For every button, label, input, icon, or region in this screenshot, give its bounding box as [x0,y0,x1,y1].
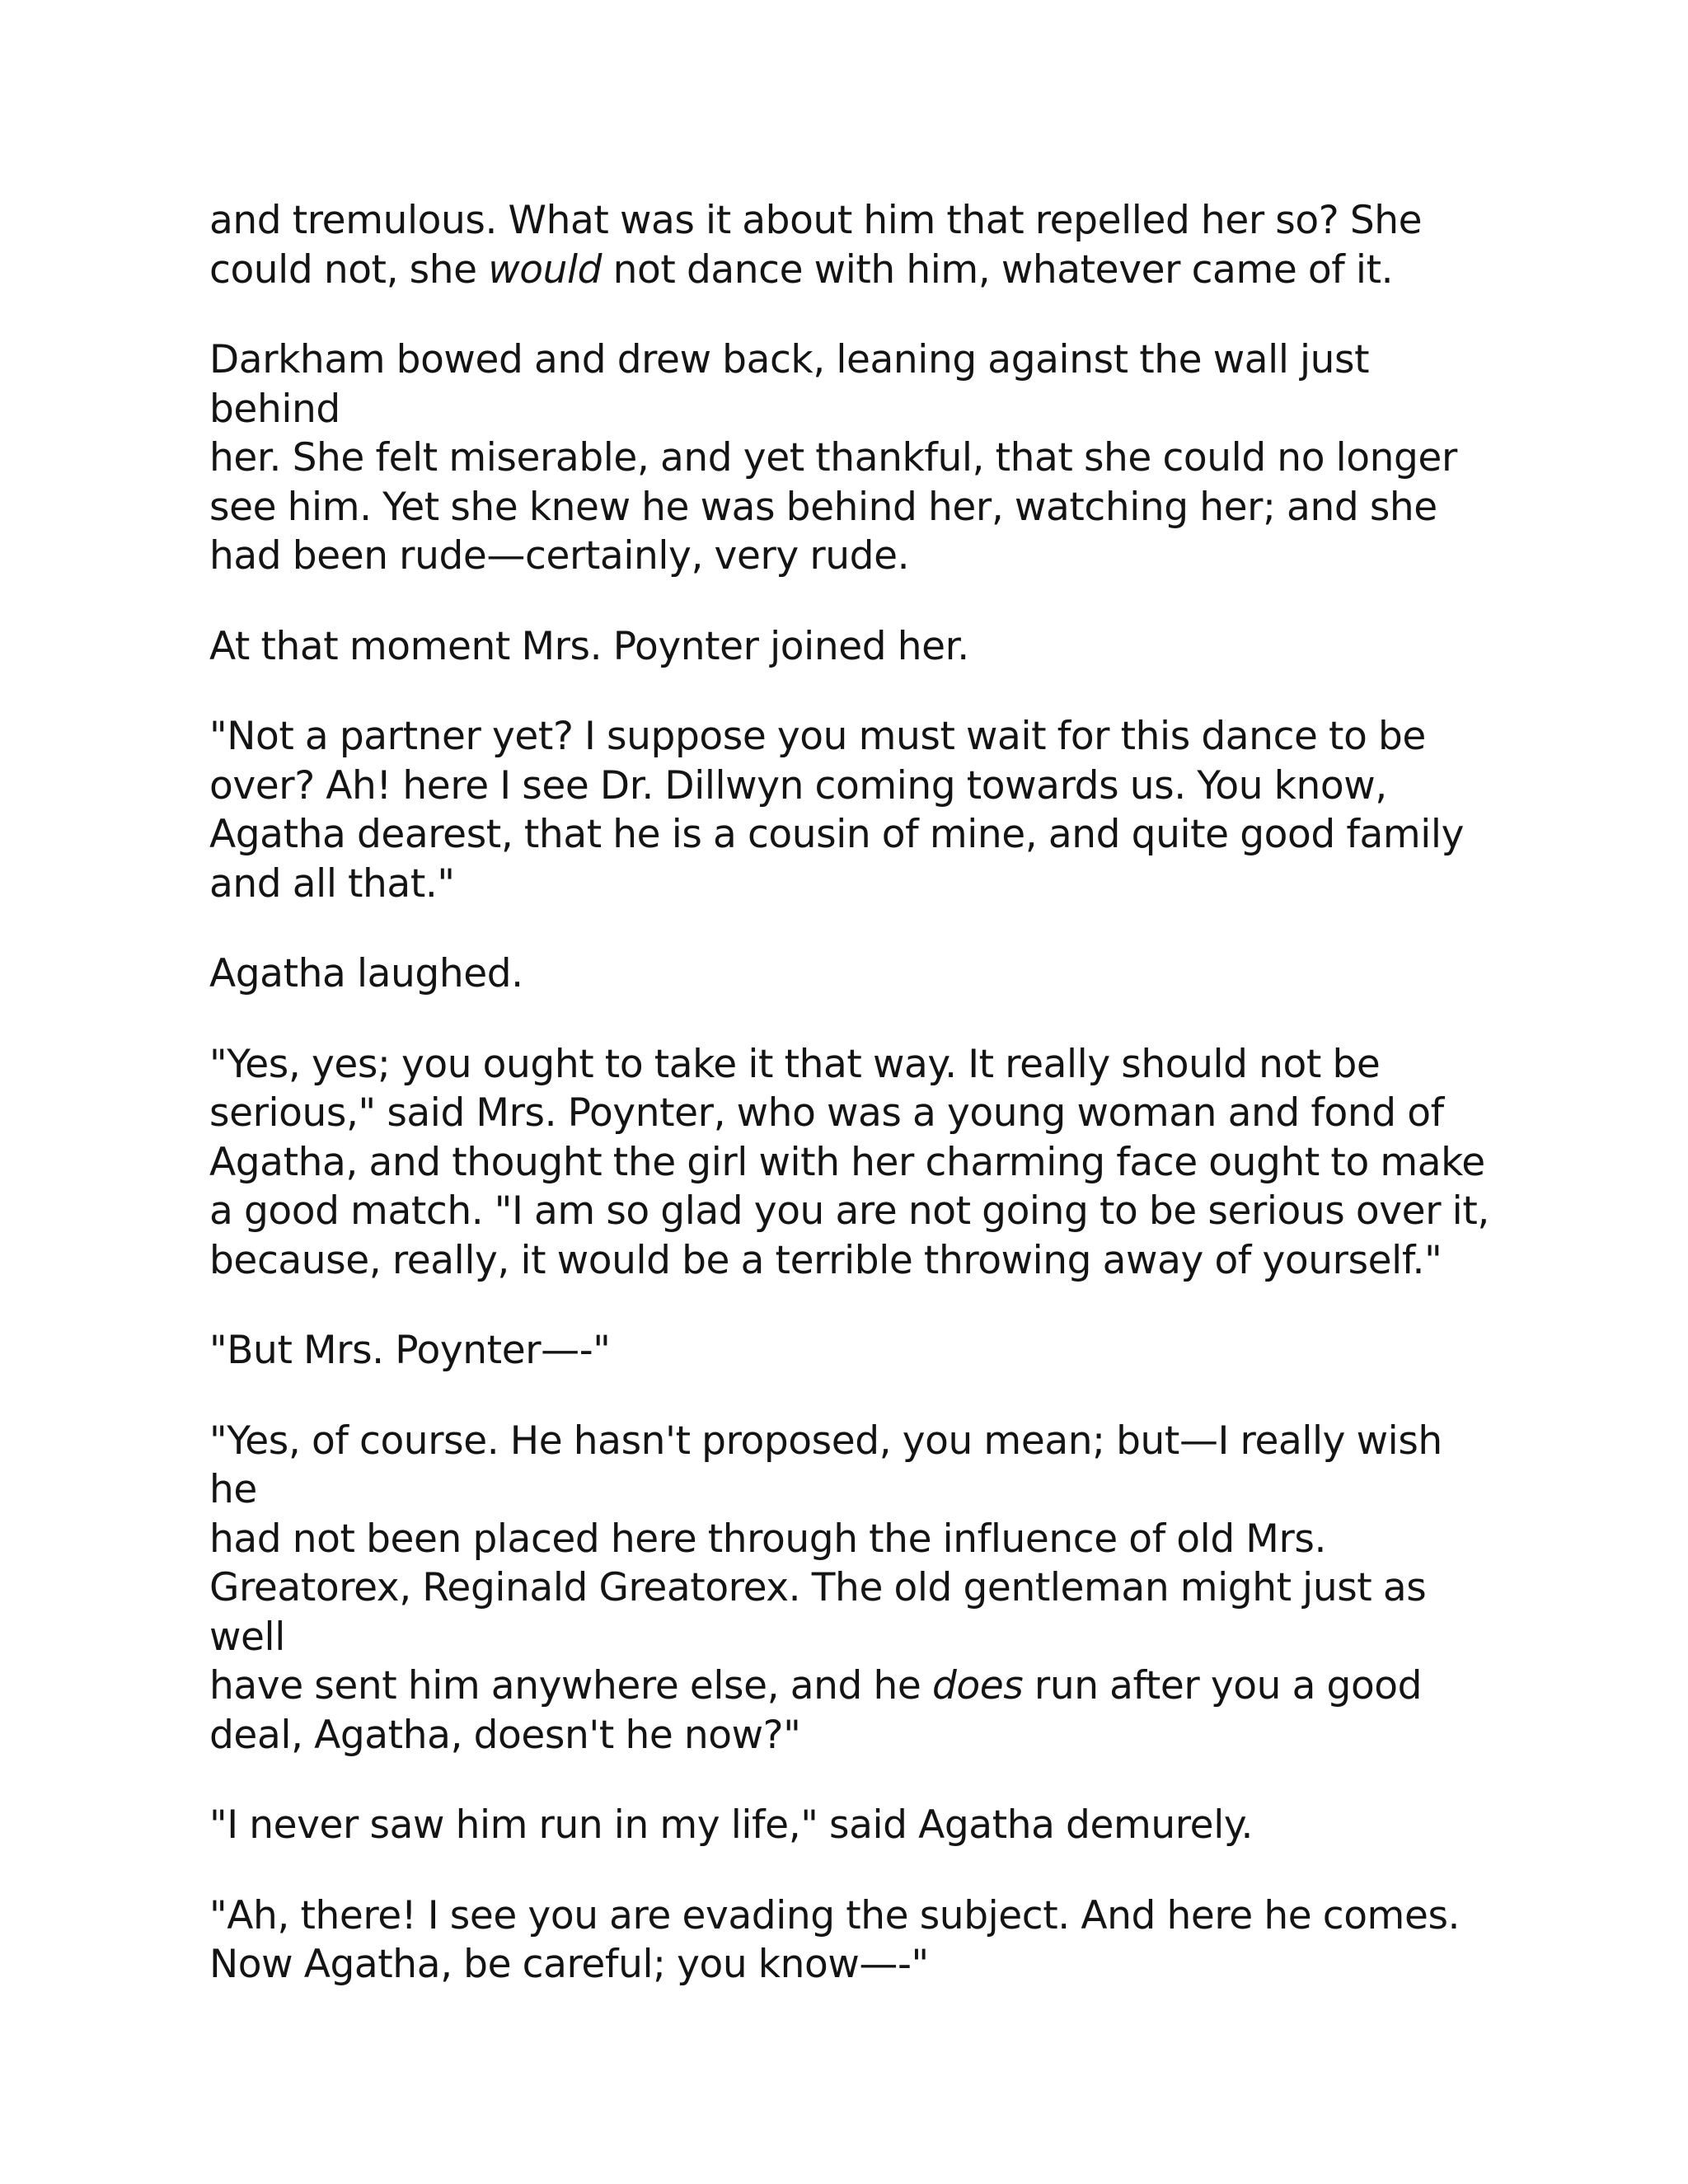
text-run: "Yes, yes; you ought to take it that way. It really should not be [209,1041,1381,1087]
paragraph [209,712,1495,908]
paragraph [209,1326,1495,1376]
text-run: "Not a partner yet? I suppose you must wait for this dance to be [209,714,1426,759]
paragraph [209,1040,1495,1286]
text-run: "Ah, there! I see you are evading the subject. And here he comes. [209,1892,1461,1938]
text-run: Now Agatha, be careful; you know—-" [209,1942,929,1987]
text-run: "But Mrs. Poynter—-" [209,1328,611,1373]
text-run: have sent him anywhere else, and he [209,1663,932,1708]
text-run: Darkham bowed and drew back, leaning against the wall just behind [209,337,1370,432]
body-text [209,196,1495,2031]
text-run: her. She felt miserable, and yet thankful, that she could no longer [209,435,1457,480]
text-run: not dance with him, whatever came of it. [602,246,1394,293]
paragraph [209,196,1495,294]
text-run: serious," said Mrs. Poynter, who was a young woman and fond of [209,1090,1444,1136]
text-run: Agatha laughed. [209,951,523,996]
paragraph [209,1417,1495,1760]
text-run: had been rude—certainly, very rude. [209,533,910,579]
paragraph [209,1891,1495,1990]
text-run: a good match. "I am so glad you are not going to be serious over it, [209,1188,1489,1234]
paragraph [209,949,1495,999]
text-run: see him. Yet she knew he was behind her, watching her; and she [209,484,1437,530]
text-run: and tremulous. What was it about him that repelled her so? She [209,198,1423,243]
text-run: Agatha, and thought the girl with her charming face ought to make [209,1139,1485,1185]
text-run: At that moment Mrs. Poynter joined her. [209,623,969,669]
paragraph [209,335,1495,581]
text-run: "Yes, of course. He hasn't proposed, you mean; but—I really wish he [209,1418,1442,1512]
text-run: over? Ah! here I see Dr. Dillwyn coming towards us. You know, [209,762,1387,808]
text-run: because, really, it would be a terrible throwing away of yourself." [209,1237,1442,1283]
text-run: could not, she [209,246,489,293]
text-run: had not been placed here through the influence of old Mrs. [209,1516,1326,1562]
text-run: run after you a good [1023,1663,1423,1708]
paragraph [209,622,1495,672]
italic-text: does [931,1663,1024,1708]
text-run: Agatha dearest, that he is a cousin of mine, and quite good family [209,812,1464,857]
text-run: "I never saw him run in my life," said Agatha demurely. [209,1802,1254,1848]
text-run: and all that." [209,860,455,907]
text-run: deal, Agatha, doesn't he now?" [209,1712,801,1758]
italic-text: would [488,246,603,293]
text-run: Greatorex, Reginald Greatorex. The old gentleman might just as well [209,1565,1427,1660]
paragraph [209,1801,1495,1850]
